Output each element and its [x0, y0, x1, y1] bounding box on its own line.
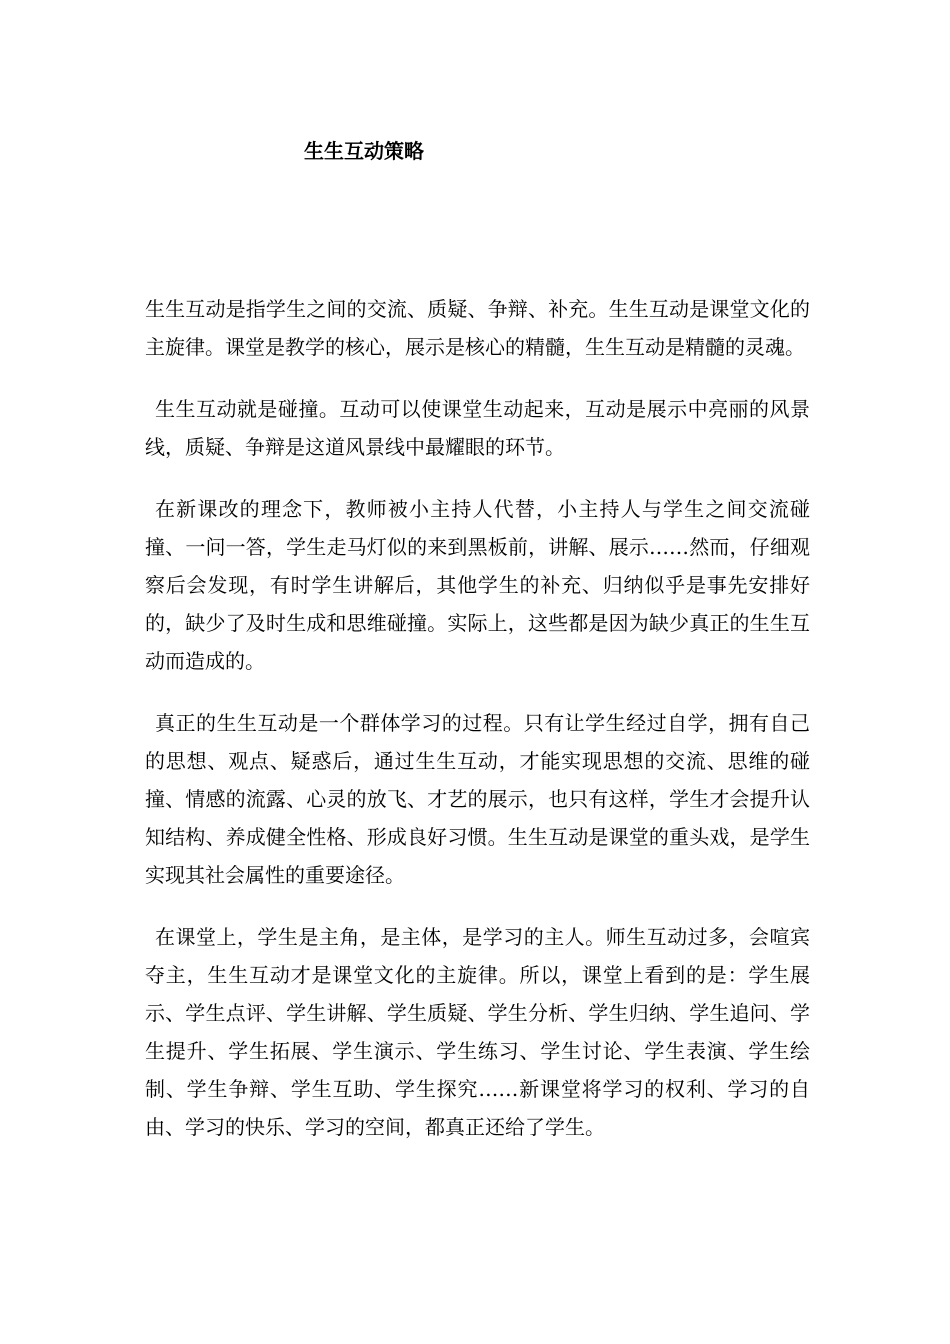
paragraph-3: 在新课改的理念下，教师被小主持人代替，小主持人与学生之间交流碰撞、一问一答，学生走马灯似的来到黑板前，讲解、展示……然而，仔细观察后会发现，有时学生讲解后，其他学生的补充、归纳似乎是事先安排好的，缺少了及时生成和思维碰撞。实际上，这些都是因为缺少真正的生生互动而造成的。 — [145, 497, 810, 673]
document-title: 生生互动策略 — [304, 139, 424, 163]
paragraph-4: 真正的生生互动是一个群体学习的过程。只有让学生经过自学，拥有自己的思想、观点、疑惑后，通过生生互动，才能实现思想的交流、思维的碰撞、情感的流露、心灵的放飞、才艺的展示，也只有这样，学生才会提升认知结构、养成健全性格、形成良好习惯。生生互动是课堂的重头戏，是学生实现其社会属性的重要途径。 — [145, 711, 810, 887]
paragraph-5: 在课堂上，学生是主角，是主体，是学习的主人。师生互动过多，会喧宾夺主，生生互动才是课堂文化的主旋律。所以，课堂上看到的是：学生展示、学生点评、学生讲解、学生质疑、学生分析、学生归纳、学生追问、学生提升、学生拓展、学生演示、学生练习、学生讨论、学生表演、学生绘制、学生争辩、学生互助、学生探究……新课堂将学习的权利、学习的自由、学习的快乐、学习的空间，都真正还给了学生。 — [145, 925, 810, 1139]
document-body — [145, 290, 810, 1170]
paragraph-1: 生生互动是指学生之间的交流、质疑、争辩、补充。生生互动是课堂文化的主旋律。课堂是教学的核心，展示是核心的精髓，生生互动是精髓的灵魂。 — [145, 297, 810, 359]
paragraph-2: 生生互动就是碰撞。互动可以使课堂生动起来，互动是展示中亮丽的风景线，质疑、争辩是这道风景线中最耀眼的环节。 — [145, 397, 810, 459]
